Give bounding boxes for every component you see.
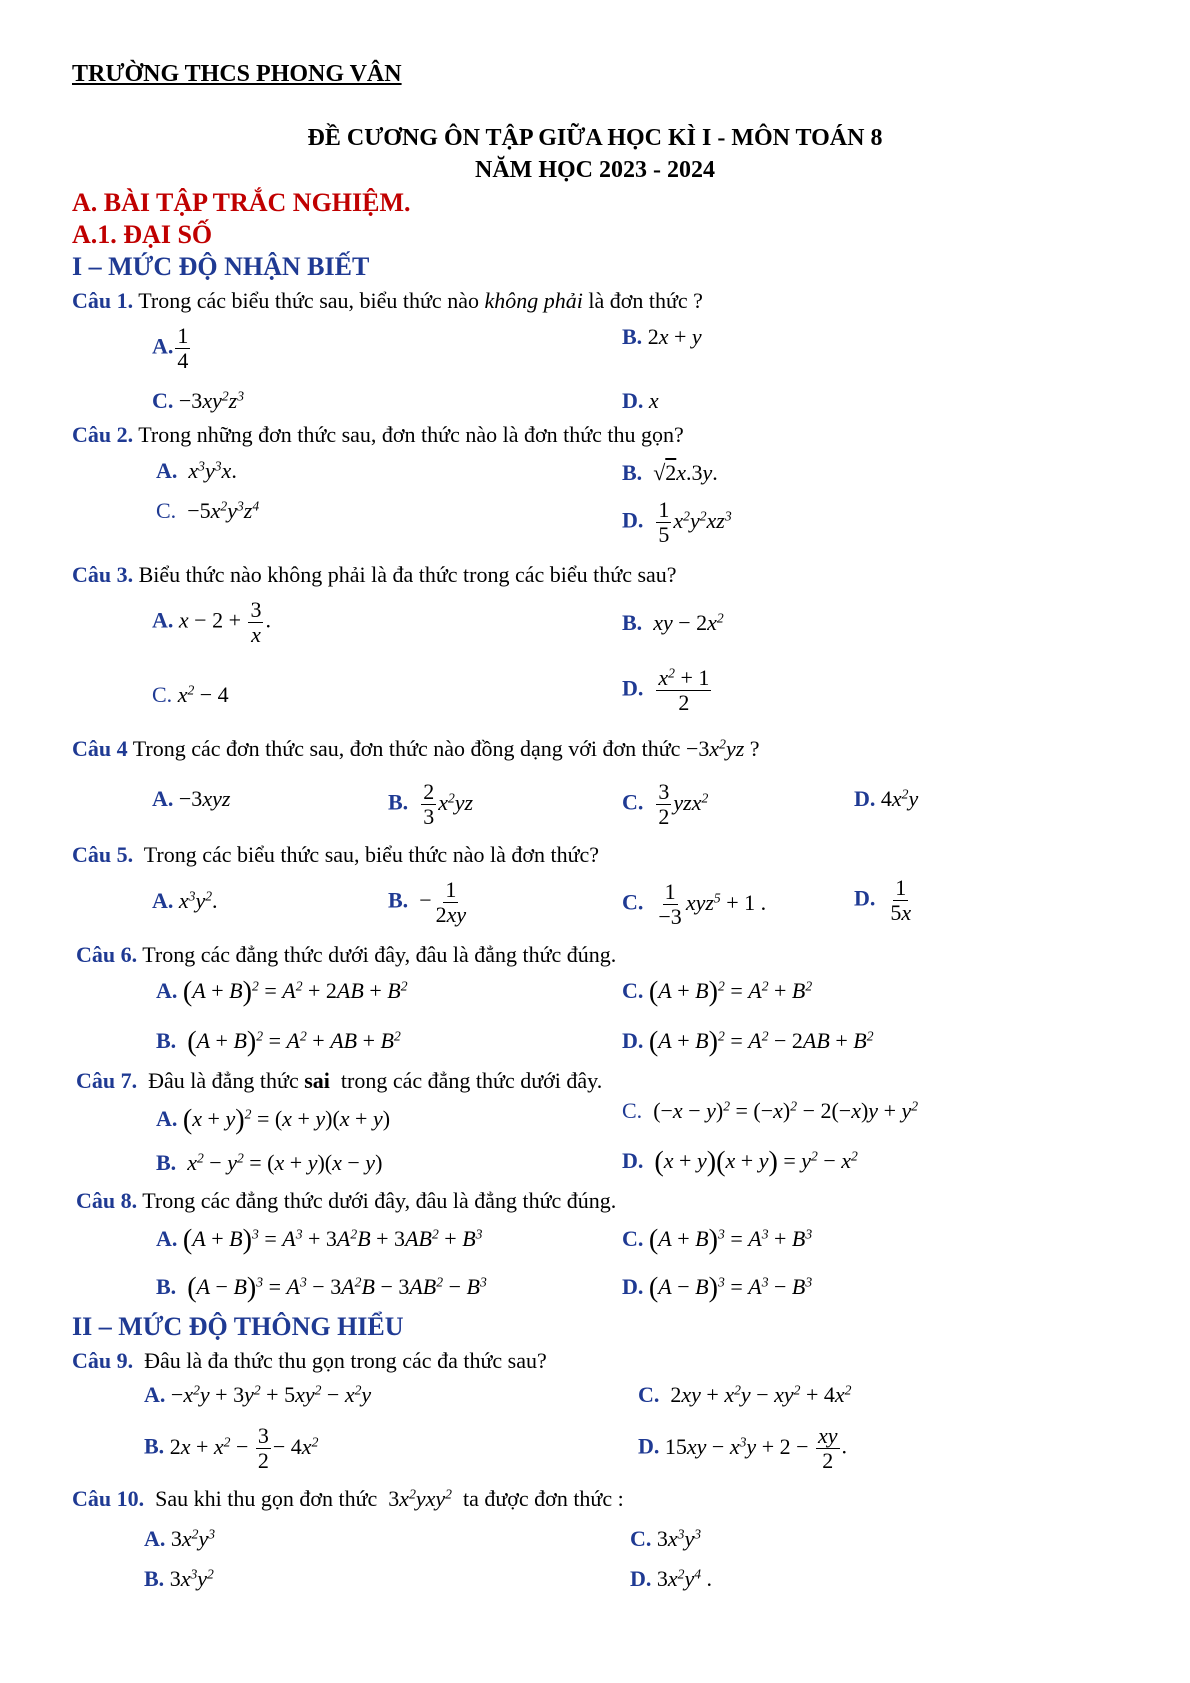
option-label: C. (622, 1226, 644, 1251)
option-label: D. (630, 1566, 652, 1591)
question-text: Trong các biểu thức sau, biểu thức nào (138, 288, 479, 313)
option-expression: $\frac{1}{5x}$ (890, 875, 912, 926)
option-a[interactable] (156, 460, 237, 482)
option-expression: $3x^3y^2$ (169, 1566, 214, 1591)
option-a[interactable] (156, 1224, 483, 1256)
option-a[interactable]: A. x − 2 + $\frac{3}{x}$ . (152, 597, 271, 648)
option-label: A. (144, 1526, 166, 1551)
option-c[interactable] (156, 500, 259, 522)
section-a-heading: A. BÀI TẬP TRẮC NGHIỆM. (72, 188, 411, 217)
option-label: C. (622, 889, 644, 915)
fraction: $\frac{1}{-3}$ (658, 879, 682, 930)
document-title: ĐỀ CƯƠNG ÔN TẬP GIỮA HỌC KÌ I - MÔN TOÁN 8 (307, 125, 883, 151)
option-b[interactable]: B. − $\frac{1}{2xy}$ (388, 877, 467, 928)
question-3 (72, 564, 677, 586)
option-label: A. (156, 1106, 178, 1131)
question-text: Đâu là đa thức thu gọn trong các đa thức sau? (144, 1348, 547, 1373)
option-expression: xyz$^5$ + 1 . (685, 889, 767, 915)
option-expression: $2xy + x^2y - xy^2 + 4x^2$ (670, 1382, 852, 1407)
option-expression: −3xyz (178, 786, 231, 811)
option-expression: $(A - B)^3 = A^3 - B^3$ (648, 1272, 813, 1304)
option-label: B. (156, 1274, 177, 1299)
option-expression: $(x + y)^2 = (x + y)(x + y)$ (182, 1104, 391, 1136)
option-expression: xy − $2x^2$ (653, 610, 724, 635)
option-label: C. (152, 682, 173, 707)
option-d[interactable] (622, 498, 732, 547)
option-expression: $-5x^2y^3z^4$ (187, 498, 260, 523)
option-d[interactable] (622, 1026, 874, 1058)
option-expression: $x^2 - 4$ (177, 682, 229, 707)
option-label: A. (156, 1226, 178, 1251)
option-expression: $-3xy^2z^3$ (178, 388, 245, 413)
question-text: Trong các đẳng thức dưới đây, đâu là đẳng thức đúng. (142, 942, 617, 967)
option-expression: $2x + x^2$ − (169, 1433, 254, 1459)
level-2-heading: II – MỨC ĐỘ THÔNG HIỂU (72, 1312, 404, 1341)
option-label: D. (854, 786, 876, 811)
option-expression: $(A + B)^2 = A^2 + 2AB + B^2$ (182, 976, 408, 1008)
option-expression: $3x^2y^4$ . (656, 1566, 713, 1591)
question-label: Câu 7. (76, 1068, 138, 1093)
fraction: $\frac{1}{5}$ (658, 497, 670, 548)
option-expression: x − 2 + (178, 607, 247, 633)
question-label: Câu 9. (72, 1348, 134, 1373)
option-expression: yzx$^2$ (673, 789, 709, 815)
option-d[interactable] (622, 1146, 858, 1178)
option-expression: $(A + B)^3 = A^3 + 3A^2B + 3AB^2 + B^3$ (182, 1224, 483, 1256)
option-expression: $3x^3y^3$ (656, 1526, 702, 1551)
option-expression: $x^3y^3x$. (188, 458, 237, 483)
option-label: A. (152, 888, 174, 913)
option-a[interactable] (156, 1104, 391, 1136)
option-expression: $15xy - x^3y + 2$ − (664, 1433, 815, 1459)
option-expression: $4x^2y$ (880, 786, 919, 811)
option-b[interactable] (622, 462, 718, 484)
option-expression: $x^2y^2xz^3$ (673, 507, 732, 533)
option-c[interactable] (622, 1100, 918, 1122)
option-d[interactable]: D. $15xy - x^3y + 2$ − $\frac{xy}{2}$ . (638, 1423, 848, 1474)
question-1 (72, 290, 703, 312)
option-label: B. (622, 460, 643, 485)
question-text: Trong các biểu thức sau, biểu thức nào là đơn thức? (143, 842, 600, 867)
level-1-heading: I – MỨC ĐỘ NHẬN BIẾT (72, 252, 370, 281)
option-c[interactable] (622, 880, 766, 929)
option-label: B. (388, 789, 409, 815)
option-label: C. (622, 789, 644, 815)
question-text: Trong các đơn thức sau, đơn thức nào đồng dạng với đơn thức (132, 736, 681, 761)
option-expression: $3x^2y^3$ (170, 1526, 216, 1551)
option-label: A. (152, 607, 174, 633)
option-label: B. (622, 324, 643, 349)
option-expression: $(A + B)^2 = A^2$ + AB + $B^2$ (187, 1026, 401, 1058)
option-expression-tail: − $4x^2$ (272, 1433, 319, 1459)
option-b[interactable] (156, 1272, 487, 1304)
question-text: Biểu thức nào không phải là đa thức trong các biểu thức sau? (138, 562, 677, 587)
question-text: ta được đơn thức : (462, 1486, 624, 1511)
option-a[interactable] (152, 788, 230, 810)
question-expression: $3x^2yxy^2$ (388, 1486, 452, 1511)
fraction: $\frac{xy}{2}$ (818, 1423, 838, 1474)
option-b[interactable] (156, 1026, 401, 1058)
option-b[interactable] (156, 1152, 382, 1174)
option-b[interactable] (622, 612, 724, 634)
option-label: A. (152, 333, 174, 359)
option-expression: √2x.3y. (653, 460, 718, 485)
question-6 (76, 944, 616, 966)
question-label: Câu 1. (72, 288, 134, 313)
question-5 (72, 844, 599, 866)
option-b[interactable] (388, 780, 473, 829)
option-b[interactable] (622, 326, 702, 348)
option-d[interactable] (854, 876, 915, 925)
question-label: Câu 4 (72, 736, 128, 761)
option-label: C. (630, 1526, 652, 1551)
option-label: B. (622, 610, 643, 635)
option-label: D. (854, 885, 876, 911)
question-7 (76, 1070, 602, 1092)
option-label: D. (622, 507, 644, 533)
option-label: D. (622, 675, 644, 701)
option-c[interactable] (152, 684, 229, 706)
option-expression: $\frac{1}{2xy}$ (435, 877, 467, 928)
option-b[interactable] (144, 1568, 214, 1590)
option-b[interactable] (144, 1424, 318, 1473)
question-label: Câu 2. (72, 422, 134, 447)
option-expression: $-x^2y + 3y^2 + 5xy^2 - x^2y$ (170, 1382, 372, 1407)
option-c[interactable] (638, 1384, 851, 1406)
option-label: A. (144, 1382, 166, 1407)
option-a[interactable] (152, 890, 218, 912)
option-label: D. (622, 1148, 644, 1173)
option-d[interactable] (630, 1568, 712, 1590)
option-label: D. (622, 1028, 644, 1053)
option-label: B. (156, 1028, 177, 1053)
question-label: Câu 8. (76, 1188, 138, 1213)
fraction: $\frac{3}{x}$ (250, 597, 262, 648)
option-expression: $(A + B)^2 = A^2 + B^2$ (648, 976, 813, 1008)
option-d[interactable] (622, 390, 659, 412)
option-label: B. (144, 1433, 165, 1459)
option-label: B. (144, 1566, 165, 1591)
question-2 (72, 424, 684, 446)
question-label: Câu 6. (76, 942, 138, 967)
question-10 (72, 1488, 624, 1510)
option-c[interactable] (152, 390, 244, 412)
option-label: D. (638, 1433, 660, 1459)
option-expression: $(A + B)^3 = A^3 + B^3$ (648, 1224, 813, 1256)
option-expression: $(A - B)^3 = A^3 - 3A^2B - 3AB^2 - B^3$ (187, 1272, 487, 1304)
option-label: C. (622, 1098, 643, 1123)
option-expression: $(A + B)^2 = A^2 - 2AB + B^2$ (648, 1026, 874, 1058)
section-a1-heading: A.1. ĐẠI SỐ (72, 220, 213, 249)
fraction: $\frac{3}{2}$ (257, 1423, 269, 1474)
option-label: C. (152, 388, 174, 413)
option-expression: $\frac{x^2 + 1}{2}$ (658, 665, 710, 716)
question-bold: sai (304, 1068, 330, 1093)
option-c[interactable] (630, 1528, 701, 1550)
question-expression: $-3x^2yz$ (685, 736, 745, 761)
question-label: Câu 3. (72, 562, 134, 587)
option-expression: $x^3y^2$. (178, 888, 218, 913)
fraction: $\frac{3}{2}$ (658, 779, 670, 830)
question-8 (76, 1190, 616, 1212)
fraction: $\frac{2}{3}$ (423, 779, 435, 830)
option-label: C. (156, 498, 177, 523)
option-d[interactable] (854, 788, 918, 810)
option-label: A. (152, 786, 174, 811)
question-label: Câu 10. (72, 1486, 145, 1511)
option-c[interactable] (622, 976, 813, 1008)
option-expression: $x^2 - y^2 = (x + y)(x - y)$ (187, 1150, 383, 1175)
option-expression: $\frac{1}{4}$ (177, 323, 189, 374)
school-name: TRƯỜNG THCS PHONG VÂN (72, 61, 402, 87)
option-label: A. (156, 978, 178, 1003)
question-9 (72, 1350, 547, 1372)
question-text: Đâu là đẳng thức (148, 1068, 299, 1093)
school-year: NĂM HỌC 2023 - 2024 (475, 157, 715, 183)
option-expression: $(-x - y)^2 = (-x)^2 - 2(-x)y + y^2$ (653, 1098, 919, 1123)
question-text: Trong những đơn thức sau, đơn thức nào là đơn thức thu gọn? (138, 422, 684, 447)
option-label: A. (156, 458, 178, 483)
option-c[interactable] (622, 780, 708, 829)
option-label: C. (622, 978, 644, 1003)
option-label: D. (622, 388, 644, 413)
question-label: Câu 5. (72, 842, 134, 867)
option-d[interactable] (622, 666, 713, 715)
option-label: D. (622, 1274, 644, 1299)
option-label: C. (638, 1382, 660, 1407)
option-a[interactable] (144, 1384, 371, 1406)
option-label: B. (156, 1150, 177, 1175)
option-a[interactable] (144, 1528, 215, 1550)
option-expression: $x^2yz$ (438, 789, 474, 815)
question-text: Trong các đẳng thức dưới đây, đâu là đẳng thức đúng. (142, 1188, 617, 1213)
question-text: là đơn thức ? (588, 288, 703, 313)
question-text: trong các đẳng thức dưới đây. (340, 1068, 603, 1093)
question-4: Câu 4 Trong các đơn thức sau, đơn thức nào đồng dạng với đơn thức $-3x^2yz$ ? (72, 736, 760, 761)
option-label: B. (388, 887, 409, 913)
option-expression: 2x + y (647, 324, 702, 349)
option-c[interactable] (622, 1224, 813, 1256)
option-a[interactable] (156, 976, 408, 1008)
question-text: Sau khi thu gọn đơn thức (155, 1486, 378, 1511)
option-expression: $(x + y)(x + y) = y^2 - x^2$ (654, 1146, 858, 1178)
question-emphasis: không phải (484, 288, 583, 313)
option-expression: x (648, 388, 659, 413)
option-d[interactable] (622, 1272, 813, 1304)
option-a[interactable] (152, 324, 192, 373)
